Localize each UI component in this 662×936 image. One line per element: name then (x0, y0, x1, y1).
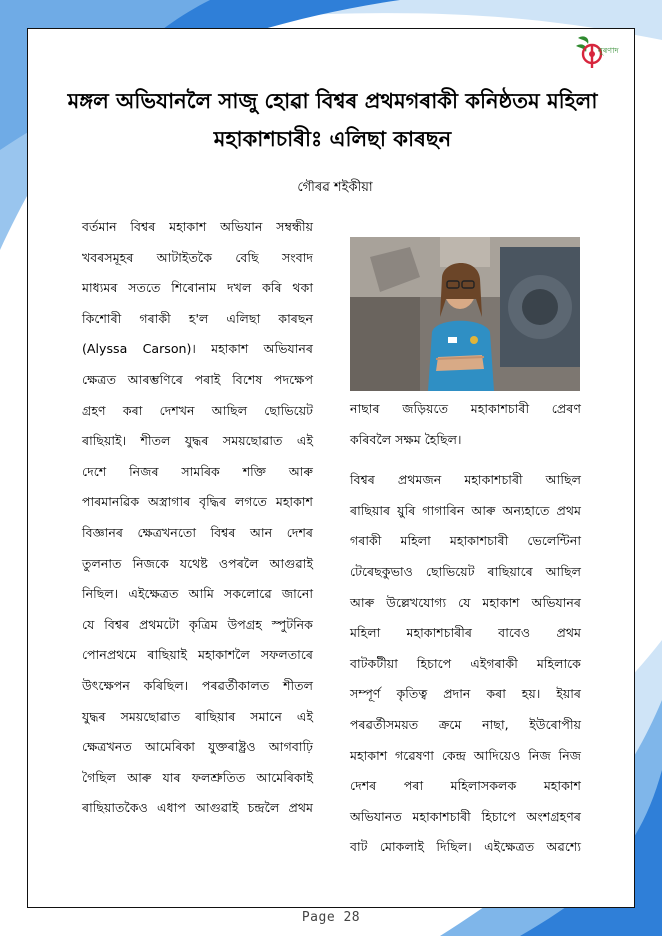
left-line: তুলনাত নিজকে যথেষ্ট ওপৰলৈ আগুৱাই (82, 555, 313, 571)
left-line: পাৰমানৱিক অস্ত্ৰাগাৰ বৃদ্ধিৰ লগতে মহাকাশ (82, 494, 313, 510)
right-line: কৰিবলৈ সক্ষম হৈছিল। (350, 431, 462, 447)
left-line: বৰ্তমান বিশ্বৰ মহাকাশ অভিযান সম্বন্ধীয় (82, 219, 313, 234)
article-author: গৌৰৱ শইকীয়া (297, 180, 373, 195)
right-line: বাটকটীয়া হিচাপে এইগৰাকী মহিলাকে (350, 655, 581, 671)
logo-text: নূৰণাদ (598, 46, 619, 55)
right-line: ৰাছিয়াৰ য়ুৰি গাগাৰিন আৰু অন্যহাতে প্ৰথম (350, 502, 581, 518)
right-line: পৰৱৰ্তীসময়ত ক্ৰমে নাছা, ইউৰোপীয় (350, 716, 581, 732)
left-line: গৈছিল আৰু যাৰ ফলশ্ৰুতিত আমেৰিকাই (82, 769, 313, 785)
right-line: সম্পূৰ্ণ কৃতিত্ব প্ৰদান কৰা হয়। ইয়াৰ (350, 686, 581, 702)
right-line: অভিযানত মহাকাশচাৰী হিচাপে অংশগ্ৰহণৰ (350, 808, 581, 824)
left-line: মাধ্যমৰ সততে শিৰোনাম দখল কৰি থকা (82, 280, 313, 296)
right-line: টেৰেছকুভাও ছোভিয়েট ৰাছিয়াৰে আছিল (350, 563, 581, 579)
article-photo (350, 237, 580, 391)
right-line: দেশৰ পৰা মহিলাসকলক মহাকাশ (350, 778, 581, 794)
article-title-line-2: মহাকাশচাৰীঃ এলিছা কাৰছন (213, 127, 452, 151)
left-line: খবৰসমূহৰ আটাইতকৈ বেছি সংবাদ (82, 249, 313, 265)
left-line: নিছিল। এইক্ষেত্ৰত আমি সকলোৱে জানো (82, 586, 313, 602)
left-line: গ্ৰহণ কৰা দেশখন আছিল ছোভিয়েট (82, 402, 313, 418)
article-title (60, 82, 605, 158)
left-line: ক্ষেত্ৰত আৰম্ভণিৰে পৰাই বিশেষ পদক্ষেপ (82, 371, 313, 387)
right-line: মহিলা মহাকাশচাৰীৰ বাবেও প্ৰথম (350, 625, 581, 641)
left-line: কিশোৰী গৰাকী হ'ল এলিছা কাৰছন (82, 310, 313, 326)
left-line: ৰাছিয়াতকৈও এধাপ আগুৱাই চন্দ্ৰলৈ প্ৰথম (82, 800, 313, 816)
page-number: Page 28 (301, 910, 361, 925)
left-line: (Alyssa Carson)। মহাকাশ অভিযানৰ (82, 341, 313, 357)
right-line: নাছাৰ জড়িয়তে মহাকাশচাৰী প্ৰেৰণ (350, 401, 581, 416)
right-line: গৰাকী মহিলা মহাকাশচাৰী ভেলেন্টিনা (350, 533, 581, 549)
left-line: ক্ষেত্ৰখনত আমেৰিকা যুক্তৰাষ্ট্ৰও আগবাঢ়ি (82, 739, 313, 755)
left-line: বিজ্ঞানৰ ক্ষেত্ৰখনতো বিশ্বৰ আন দেশৰ (82, 524, 313, 540)
right-line: আৰু উল্লেখযোগ্য যে মহাকাশ অভিযানৰ (350, 594, 581, 610)
right-line: বিশ্বৰ প্ৰথমজন মহাকাশচাৰী আছিল (350, 472, 581, 488)
left-line: যে বিশ্বৰ প্ৰথমটো কৃত্ৰিম উপগ্ৰহ স্পুটনিক (82, 616, 313, 632)
article-title-line-1: মঙ্গল অভিযানলৈ সাজু হোৱা বিশ্বৰ প্ৰথমগৰাকী কনিষ্ঠতম মহিলা (67, 89, 598, 113)
left-line: উৎক্ষেপন কৰিছিল। পৰৱৰ্তীকালত শীতল (82, 677, 313, 693)
right-line: মহাকাশ গৱেষণা কেন্দ্ৰ আদিয়েও নিজ নিজ (350, 747, 581, 763)
left-line: যুদ্ধৰ সময়ছোৱাত ৰাছিয়াৰ সমানে এই (82, 708, 313, 724)
left-line: ৰাছিয়াই। শীতল যুদ্ধৰ সময়ছোৱাত এই (82, 433, 313, 449)
left-line: দেশে নিজৰ সামৰিক শক্তি আৰু (82, 463, 313, 479)
right-line: বাট মোকলাই দিছিল। এইক্ষেত্ৰত অৱশ্যে (350, 839, 581, 855)
right-column-text (350, 394, 581, 863)
left-column-text (82, 212, 313, 824)
left-line: পোনপ্ৰথমে ৰাছিয়াই মহাকাশলৈ সফলতাৰে (82, 647, 313, 663)
